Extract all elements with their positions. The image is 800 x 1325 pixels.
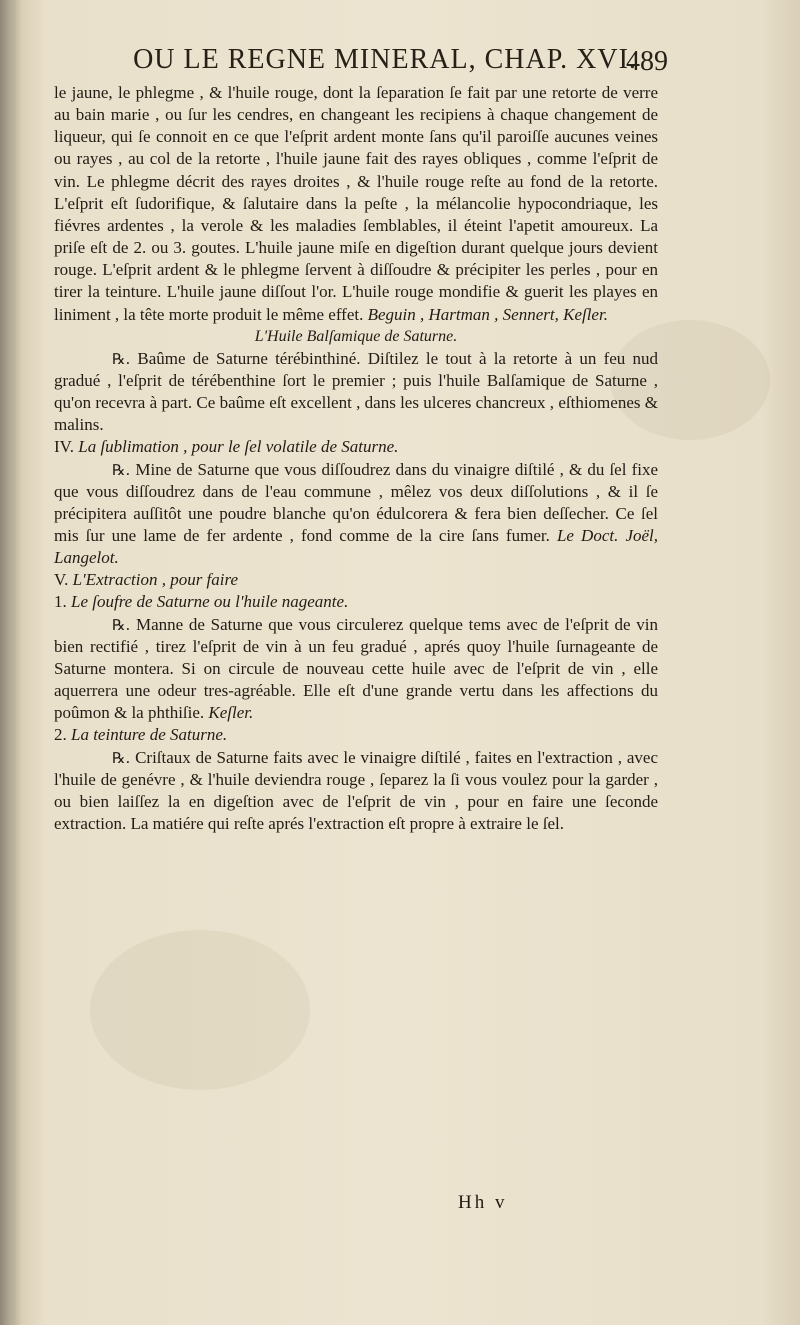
paragraph-4-text: Manne de Saturne que vous circulerez quelque tems avec de l'eſprit de vin bien rectifié , tirez l'eſprit de vin à un feu gradué , aprés quoy l'huile ſurnageante de Saturne montera. Si on circule de nouveau cette huile avec de l'eſprit de vin , elle aquerrera une odeur tres-agréable. Elle eſt d'une grande vertu dans les affections du poûmon & la phthiſie. xyxy=(54,614,659,723)
page-number: 489 xyxy=(626,46,668,77)
subsection-1-heading xyxy=(54,591,658,613)
signature-mark: Hh v xyxy=(458,1192,508,1213)
paragraph-1 xyxy=(54,82,658,326)
paragraph-2 xyxy=(54,348,658,437)
paragraph-5-text: Criſtaux de Saturne faits avec le vinaigre diſtilé , faites en l'extraction , avec l'huile de genévre , & l'huile deviendra rouge , ſeparez la ſi vous voulez pour la garder , ou bien laiſſez la en digeſtion avec de l'eſprit de vin , pour en faire une ſeconde extraction. La matiére qui reſte aprés l'extraction eſt propre à extraire le ſel. xyxy=(54,747,658,833)
paragraph-3-text: Mine de Saturne que vous diſſoudrez dans du vinaigre diſtilé , & du ſel fixe que vous diſſoudrez dans de l'eau commune , mêlez vos deux diſſolutions , & il ſe précipitera auſſitôt une poudre blanche qu'on édulcorera & fera bien deſſecher. Ce ſel mis ſur une lame de fer ardente , fond comme de la cire ſans fumer. xyxy=(54,459,659,545)
paper-stain xyxy=(90,930,310,1090)
section-v-title: L'Extraction , pour faire xyxy=(72,570,239,590)
subsection-2-heading xyxy=(54,724,658,746)
main-text xyxy=(54,82,658,835)
paragraph-5 xyxy=(54,747,658,836)
recipe-symbol: ℞. xyxy=(112,460,131,479)
paragraph-3-authors: Le Doct. Joël, Langelot. xyxy=(54,525,659,568)
section-v-heading xyxy=(54,569,658,591)
paragraph-1-authors: Beguin , Hartman , Sennert, Keſler. xyxy=(367,304,608,324)
subsection-2-title: La teinture de Saturne. xyxy=(71,725,228,745)
section-v-number: V. xyxy=(54,570,69,590)
section-iv-heading xyxy=(54,436,658,458)
section-iv-number: IV. xyxy=(54,437,74,457)
subsection-2-number: 2. xyxy=(54,725,67,745)
recipe-symbol: ℞. xyxy=(112,615,131,634)
paragraph-4-authors: Keſler. xyxy=(208,703,254,723)
section-iv-title: La ſublimation , pour le ſel volatile de Saturne. xyxy=(78,437,399,457)
paragraph-2-text: Baûme de Saturne térébinthiné. Diſtilez le tout à la retorte à un feu nud gradué , l'eſprit de térébenthine ſort le premier ; puis l'huile Balſamique de Saturne , qu'on recevra à part. Ce baûme eſt excellent , dans les ulceres chancreux , eſthiomenes & malins. xyxy=(54,348,658,435)
recipe-symbol: ℞. xyxy=(112,748,131,767)
running-header: OU LE REGNE MINERAL, CHAP. XVI. xyxy=(133,44,637,75)
paragraph-1-text: le jaune, le phlegme , & l'huile rouge, dont la ſeparation ſe fait par une retorte de verre au bain marie , ou ſur les cendres, en changeant les recipiens à chaque changement de liqueur, qui ſe connoit en ce que l'eſprit ardent monte ſans qu'il paroiſſe aucunes veines ou rayes , au col de la retorte , l'huile jaune fait des rayes obliques , comme l'eſprit de vin. Le phlegme décrit des rayes droites , & l'huile rouge reſte au fond de la retorte. L'eſprit eſt ſudorifique, & ſalutaire dans la peſte , la mélancolie hypocondriaque, les fiévres ardentes , la verole & les maladies ſemblables, il éteint l'apetit amoureux. La priſe eſt de 2. ou 3. goutes. L'huile jaune miſe en digeſtion durant quelque jours devient rouge. L'eſprit ardent & le phlegme ſervent à diſſoudre & précipiter les perles , pour en tirer la teinture. L'huile jaune diſſout l'or. L'huile rouge mondifie & guerit les playes en liniment , la tête morte produit le même effet. xyxy=(54,83,658,324)
heading-huile-balsamique: L'Huile Balſamique de Saturne. xyxy=(254,327,458,345)
recipe-symbol: ℞. xyxy=(112,349,131,368)
subsection-1-title: Le ſoufre de Saturne ou l'huile nageante. xyxy=(71,592,349,612)
subsection-1-number: 1. xyxy=(54,592,67,612)
paragraph-4 xyxy=(54,614,658,725)
paragraph-3 xyxy=(54,459,658,570)
page-gutter-shadow xyxy=(0,0,22,1325)
